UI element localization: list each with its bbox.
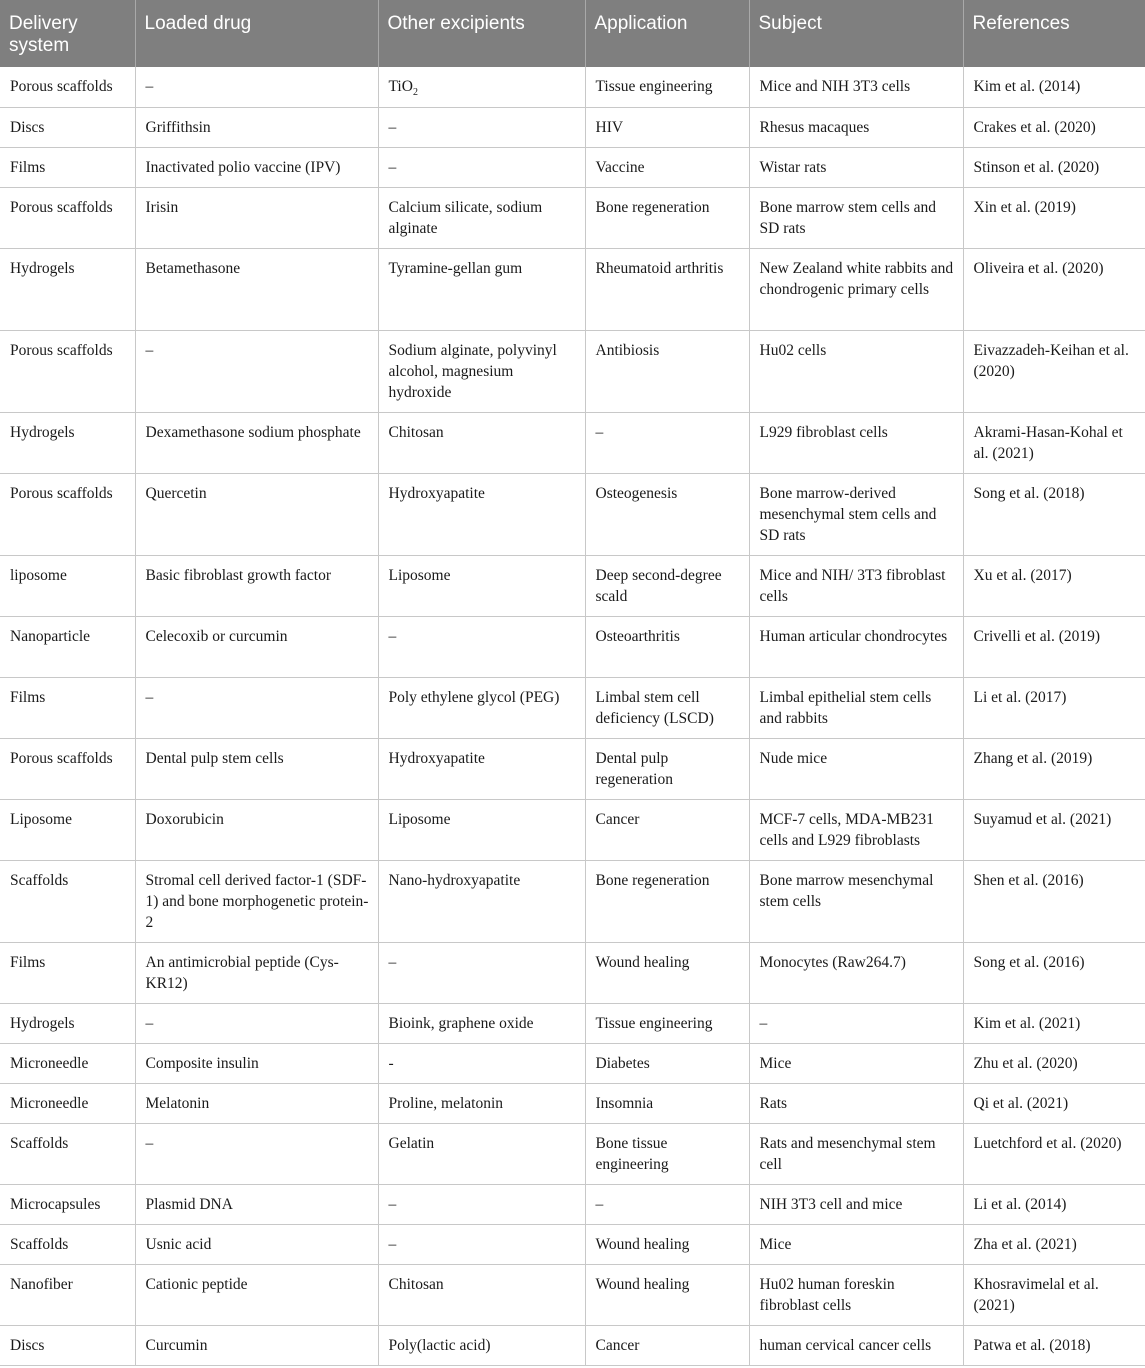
cell-loaded-drug: Griffithsin	[135, 107, 378, 147]
cell-application: Bone regeneration	[585, 860, 749, 942]
cell-delivery-system: Discs	[0, 1325, 135, 1365]
cell-subject: Bone marrow-derived mesenchymal stem cells and SD rats	[749, 473, 963, 555]
cell-subject: Hu02 human foreskin fibroblast cells	[749, 1264, 963, 1325]
cell-delivery-system: Films	[0, 677, 135, 738]
cell-reference: Li et al. (2017)	[963, 677, 1145, 738]
cell-subject: –	[749, 1003, 963, 1043]
cell-subject: Mice and NIH 3T3 cells	[749, 67, 963, 107]
cell-other-excipients: Poly ethylene glycol (PEG)	[378, 677, 585, 738]
table-row	[0, 1123, 1145, 1184]
table-row	[0, 412, 1145, 473]
cell-loaded-drug: Plasmid DNA	[135, 1184, 378, 1224]
cell-loaded-drug: Composite insulin	[135, 1043, 378, 1083]
cell-application: Cancer	[585, 1325, 749, 1365]
cell-delivery-system: liposome	[0, 555, 135, 616]
cell-loaded-drug: An antimicrobial peptide (Cys-KR12)	[135, 942, 378, 1003]
cell-application: Bone tissue engineering	[585, 1123, 749, 1184]
cell-delivery-system: Microneedle	[0, 1043, 135, 1083]
cell-delivery-system: Microneedle	[0, 1083, 135, 1123]
cell-delivery-system: Scaffolds	[0, 1224, 135, 1264]
cell-other-excipients: Nano-hydroxyapatite	[378, 860, 585, 942]
cell-subject: NIH 3T3 cell and mice	[749, 1184, 963, 1224]
cell-other-excipients: –	[378, 107, 585, 147]
cell-subject: Bone marrow mesenchymal stem cells	[749, 860, 963, 942]
cell-application: Osteogenesis	[585, 473, 749, 555]
cell-subject: Mice	[749, 1043, 963, 1083]
cell-loaded-drug: –	[135, 67, 378, 107]
cell-subject: Rhesus macaques	[749, 107, 963, 147]
cell-other-excipients: Proline, melatonin	[378, 1083, 585, 1123]
cell-other-excipients: –	[378, 942, 585, 1003]
cell-application: Antibiosis	[585, 330, 749, 412]
header-delivery-system: Delivery system	[0, 0, 135, 67]
cell-application: Deep second-degree scald	[585, 555, 749, 616]
table-row	[0, 1325, 1145, 1365]
cell-reference: Li et al. (2014)	[963, 1184, 1145, 1224]
cell-loaded-drug: Stromal cell derived factor-1 (SDF-1) and bone morphogenetic protein-2	[135, 860, 378, 942]
table-row	[0, 187, 1145, 248]
cell-delivery-system: Porous scaffolds	[0, 187, 135, 248]
cell-loaded-drug: –	[135, 330, 378, 412]
table-body	[0, 67, 1145, 1365]
cell-subject: Hu02 cells	[749, 330, 963, 412]
cell-loaded-drug: Curcumin	[135, 1325, 378, 1365]
table-row	[0, 738, 1145, 799]
cell-loaded-drug: Celecoxib or curcumin	[135, 616, 378, 677]
cell-other-excipients: Tyramine-gellan gum	[378, 248, 585, 330]
table-row	[0, 1264, 1145, 1325]
cell-delivery-system: Films	[0, 147, 135, 187]
cell-loaded-drug: Basic fibroblast growth factor	[135, 555, 378, 616]
table-row	[0, 1043, 1145, 1083]
cell-reference: Xu et al. (2017)	[963, 555, 1145, 616]
cell-other-excipients: Hydroxyapatite	[378, 473, 585, 555]
header-references: References	[963, 0, 1145, 67]
header-row	[0, 0, 1145, 67]
cell-delivery-system: Microcapsules	[0, 1184, 135, 1224]
cell-other-excipients: Hydroxyapatite	[378, 738, 585, 799]
header-loaded-drug: Loaded drug	[135, 0, 378, 67]
cell-delivery-system: Scaffolds	[0, 860, 135, 942]
cell-reference: Akrami-Hasan-Kohal et al. (2021)	[963, 412, 1145, 473]
cell-reference: Song et al. (2018)	[963, 473, 1145, 555]
cell-other-excipients: -	[378, 1043, 585, 1083]
cell-application: –	[585, 412, 749, 473]
cell-other-excipients: –	[378, 1184, 585, 1224]
cell-other-excipients: Gelatin	[378, 1123, 585, 1184]
cell-delivery-system: Porous scaffolds	[0, 473, 135, 555]
table-row	[0, 330, 1145, 412]
cell-loaded-drug: Doxorubicin	[135, 799, 378, 860]
cell-loaded-drug: Quercetin	[135, 473, 378, 555]
table-row	[0, 147, 1145, 187]
cell-subject: Mice and NIH/ 3T3 fibroblast cells	[749, 555, 963, 616]
cell-subject: New Zealand white rabbits and chondrogenic primary cells	[749, 248, 963, 330]
table-row	[0, 677, 1145, 738]
cell-subject: Limbal epithelial stem cells and rabbits	[749, 677, 963, 738]
cell-reference: Crakes et al. (2020)	[963, 107, 1145, 147]
cell-loaded-drug: Inactivated polio vaccine (IPV)	[135, 147, 378, 187]
table-row	[0, 616, 1145, 677]
cell-delivery-system: Hydrogels	[0, 1003, 135, 1043]
cell-other-excipients: Bioink, graphene oxide	[378, 1003, 585, 1043]
cell-reference: Zhu et al. (2020)	[963, 1043, 1145, 1083]
cell-other-excipients: Chitosan	[378, 412, 585, 473]
cell-reference: Khosravimelal et al. (2021)	[963, 1264, 1145, 1325]
cell-application: Bone regeneration	[585, 187, 749, 248]
excipient-subscript: 2	[412, 87, 418, 99]
cell-loaded-drug: Melatonin	[135, 1083, 378, 1123]
cell-reference: Kim et al. (2021)	[963, 1003, 1145, 1043]
cell-other-excipients: Chitosan	[378, 1264, 585, 1325]
cell-loaded-drug: Irisin	[135, 187, 378, 248]
cell-delivery-system: Porous scaffolds	[0, 330, 135, 412]
table-row	[0, 107, 1145, 147]
cell-application: Vaccine	[585, 147, 749, 187]
cell-application: Wound healing	[585, 1264, 749, 1325]
cell-application: HIV	[585, 107, 749, 147]
excipient-text: TiO	[388, 78, 413, 95]
cell-reference: Luetchford et al. (2020)	[963, 1123, 1145, 1184]
cell-subject: Mice	[749, 1224, 963, 1264]
cell-reference: Stinson et al. (2020)	[963, 147, 1145, 187]
cell-other-excipients: Liposome	[378, 799, 585, 860]
cell-application: Insomnia	[585, 1083, 749, 1123]
cell-subject: MCF-7 cells, MDA-MB231 cells and L929 fibroblasts	[749, 799, 963, 860]
cell-application: Osteoarthritis	[585, 616, 749, 677]
cell-other-excipients: –	[378, 616, 585, 677]
cell-delivery-system: Discs	[0, 107, 135, 147]
cell-delivery-system: Hydrogels	[0, 412, 135, 473]
cell-loaded-drug: –	[135, 1123, 378, 1184]
cell-application: Wound healing	[585, 1224, 749, 1264]
cell-reference: Crivelli et al. (2019)	[963, 616, 1145, 677]
cell-delivery-system: Nanoparticle	[0, 616, 135, 677]
cell-reference: Suyamud et al. (2021)	[963, 799, 1145, 860]
cell-reference: Xin et al. (2019)	[963, 187, 1145, 248]
cell-loaded-drug: –	[135, 1003, 378, 1043]
cell-loaded-drug: Betamethasone	[135, 248, 378, 330]
cell-application: Dental pulp regeneration	[585, 738, 749, 799]
cell-application: Tissue engineering	[585, 67, 749, 107]
cell-application: Rheumatoid arthritis	[585, 248, 749, 330]
cell-delivery-system: Liposome	[0, 799, 135, 860]
cell-subject: Bone marrow stem cells and SD rats	[749, 187, 963, 248]
table-row	[0, 248, 1145, 330]
cell-loaded-drug: Cationic peptide	[135, 1264, 378, 1325]
cell-subject: Human articular chondrocytes	[749, 616, 963, 677]
cell-other-excipients: –	[378, 1224, 585, 1264]
cell-subject: L929 fibroblast cells	[749, 412, 963, 473]
table-row	[0, 555, 1145, 616]
table-row	[0, 799, 1145, 860]
cell-delivery-system: Scaffolds	[0, 1123, 135, 1184]
cell-reference: Qi et al. (2021)	[963, 1083, 1145, 1123]
cell-subject: Wistar rats	[749, 147, 963, 187]
table-row	[0, 1184, 1145, 1224]
cell-loaded-drug: –	[135, 677, 378, 738]
cell-subject: human cervical cancer cells	[749, 1325, 963, 1365]
table-row	[0, 942, 1145, 1003]
cell-application: Tissue engineering	[585, 1003, 749, 1043]
cell-reference: Oliveira et al. (2020)	[963, 248, 1145, 330]
table-row	[0, 860, 1145, 942]
cell-delivery-system: Porous scaffolds	[0, 738, 135, 799]
table-row	[0, 1083, 1145, 1123]
cell-application: Cancer	[585, 799, 749, 860]
cell-reference: Shen et al. (2016)	[963, 860, 1145, 942]
cell-delivery-system: Porous scaffolds	[0, 67, 135, 107]
cell-loaded-drug: Dexamethasone sodium phosphate	[135, 412, 378, 473]
cell-other-excipients	[378, 67, 585, 107]
cell-delivery-system: Nanofiber	[0, 1264, 135, 1325]
header-application: Application	[585, 0, 749, 67]
cell-other-excipients: Poly(lactic acid)	[378, 1325, 585, 1365]
cell-application: Wound healing	[585, 942, 749, 1003]
table-header	[0, 0, 1145, 67]
header-other-excipients: Other excipients	[378, 0, 585, 67]
cell-other-excipients: Sodium alginate, polyvinyl alcohol, magnesium hydroxide	[378, 330, 585, 412]
cell-loaded-drug: Usnic acid	[135, 1224, 378, 1264]
cell-reference: Patwa et al. (2018)	[963, 1325, 1145, 1365]
table-row	[0, 67, 1145, 107]
cell-reference: Zhang et al. (2019)	[963, 738, 1145, 799]
cell-other-excipients: Calcium silicate, sodium alginate	[378, 187, 585, 248]
cell-loaded-drug: Dental pulp stem cells	[135, 738, 378, 799]
cell-delivery-system: Films	[0, 942, 135, 1003]
table-row	[0, 1224, 1145, 1264]
table-row	[0, 1003, 1145, 1043]
table-row	[0, 473, 1145, 555]
cell-reference: Zha et al. (2021)	[963, 1224, 1145, 1264]
cell-delivery-system: Hydrogels	[0, 248, 135, 330]
cell-other-excipients: –	[378, 147, 585, 187]
cell-application: Diabetes	[585, 1043, 749, 1083]
cell-application: –	[585, 1184, 749, 1224]
cell-subject: Rats	[749, 1083, 963, 1123]
cell-reference: Song et al. (2016)	[963, 942, 1145, 1003]
cell-reference: Eivazzadeh-Keihan et al. (2020)	[963, 330, 1145, 412]
cell-application: Limbal stem cell deficiency (LSCD)	[585, 677, 749, 738]
header-subject: Subject	[749, 0, 963, 67]
cell-other-excipients: Liposome	[378, 555, 585, 616]
cell-subject: Nude mice	[749, 738, 963, 799]
cell-subject: Monocytes (Raw264.7)	[749, 942, 963, 1003]
cell-reference: Kim et al. (2014)	[963, 67, 1145, 107]
cell-subject: Rats and mesenchymal stem cell	[749, 1123, 963, 1184]
